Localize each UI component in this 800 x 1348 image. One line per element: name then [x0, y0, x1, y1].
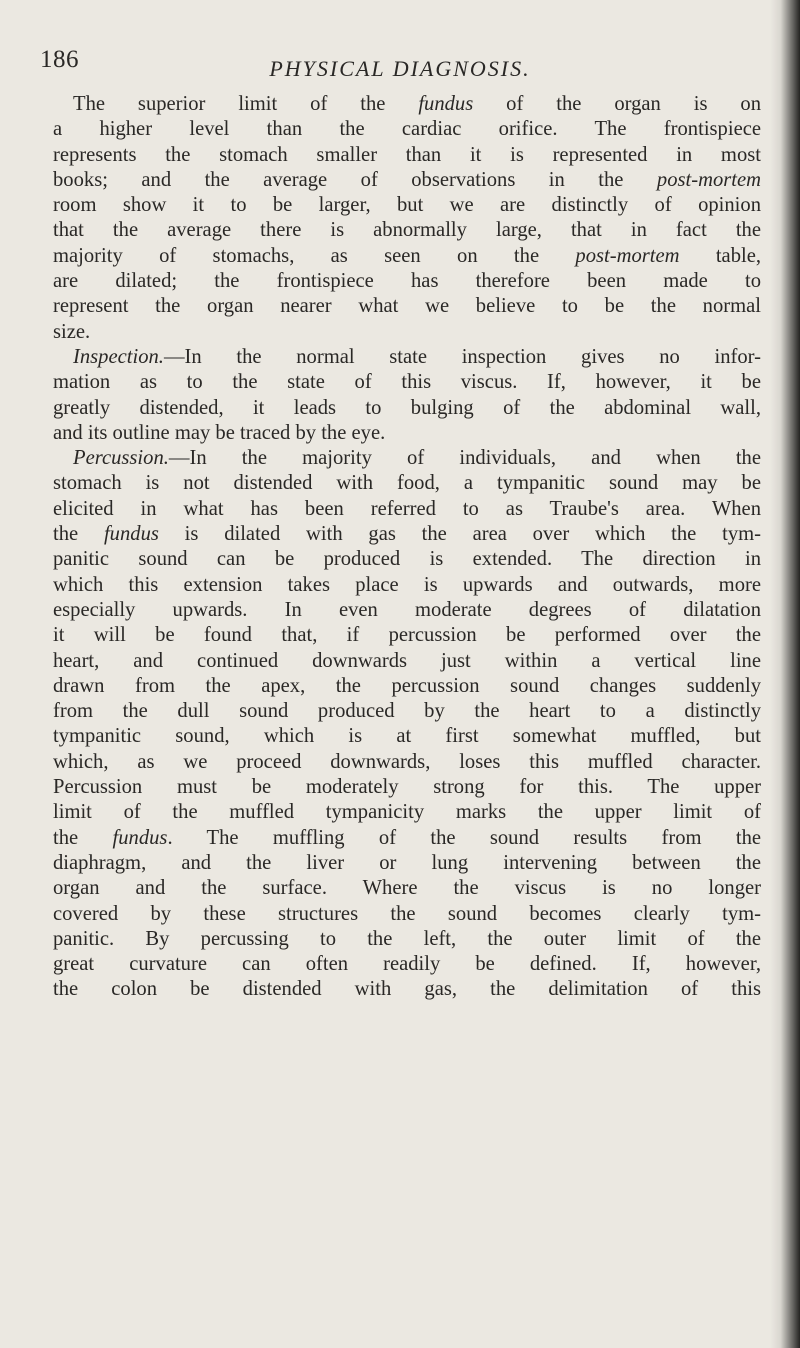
text-line: represent the organ nearer what we believe to be the normal: [53, 295, 761, 318]
text-line: the colon be distended with gas, the delimitation of this: [53, 978, 761, 1001]
text-line: the fundus is dilated with gas the area over which the tym-: [53, 523, 761, 546]
text-line: the fundus. The muffling of the sound results from the: [53, 826, 762, 849]
text-line: especially upwards. In even moderate degrees of dilatation: [53, 598, 761, 621]
text-line: panitic. By percussing to the left, the outer limit of the: [53, 927, 761, 950]
text-line: diaphragm, and the liver or lung intervening between the: [53, 851, 761, 874]
text-line: Percussion.—In the majority of individuals, and when the: [73, 447, 761, 470]
text-line: limit of the muffled tympanicity marks the upper limit of: [53, 801, 761, 824]
text-line: Inspection.—In the normal state inspection gives no infor-: [73, 345, 761, 368]
text-line: tympanitic sound, which is at first somewhat muffled, but: [53, 725, 761, 748]
spine-shadow: [770, 0, 800, 1348]
text-line: it will be found that, if percussion be performed over the: [53, 624, 761, 647]
text-line: and its outline may be traced by the eye.: [53, 421, 386, 444]
text-line: elicited in what has been referred to as Traube's area. When: [53, 497, 761, 520]
text-line: Percussion must be moderately strong for this. The upper: [53, 776, 761, 799]
text-line: room show it to be larger, but we are distinctly of opinion: [53, 194, 761, 217]
text-line: covered by these structures the sound becomes clearly tym-: [53, 902, 761, 925]
text-line: books; and the average of observations in the post-mortem: [53, 168, 761, 191]
text-line: which this extension takes place is upwards and outwards, more: [53, 573, 761, 596]
text-line: are dilated; the frontispiece has therefore been made to: [53, 270, 761, 293]
text-line: from the dull sound produced by the heart to a distinctly: [53, 700, 761, 723]
text-line: great curvature can often readily be defined. If, however,: [53, 953, 761, 976]
text-line: stomach is not distended with food, a tympanitic sound may be: [53, 472, 761, 495]
text-line: drawn from the apex, the percussion sound changes suddenly: [53, 674, 761, 697]
text-line: represents the stomach smaller than it is represented in most: [53, 143, 761, 166]
text-line: majority of stomachs, as seen on the post-mortem table,: [53, 244, 761, 267]
body-text: [53, 92, 761, 1003]
text-line: a higher level than the cardiac orifice. The frontispiece: [53, 118, 761, 141]
page-header: [40, 44, 760, 84]
text-line: which, as we proceed downwards, loses this muffled character.: [53, 750, 761, 773]
text-line: that the average there is abnormally large, that in fact the: [53, 219, 761, 242]
text-line: organ and the surface. Where the viscus is no longer: [53, 877, 761, 900]
page-number: 186: [40, 46, 79, 73]
text-line: size.: [53, 320, 91, 343]
text-line: mation as to the state of this viscus. If, however, it be: [53, 371, 761, 394]
text-line: [53, 92, 761, 117]
running-title: PHYSICAL DIAGNOSIS.: [269, 56, 531, 81]
text-line: heart, and continued downwards just within a vertical line: [53, 649, 761, 672]
text-line: greatly distended, it leads to bulging of the abdominal wall,: [53, 396, 761, 419]
line-segment: The superior limit of the fundus of the organ is on: [73, 93, 761, 115]
text-line: panitic sound can be produced is extended. The direction in: [53, 548, 761, 571]
